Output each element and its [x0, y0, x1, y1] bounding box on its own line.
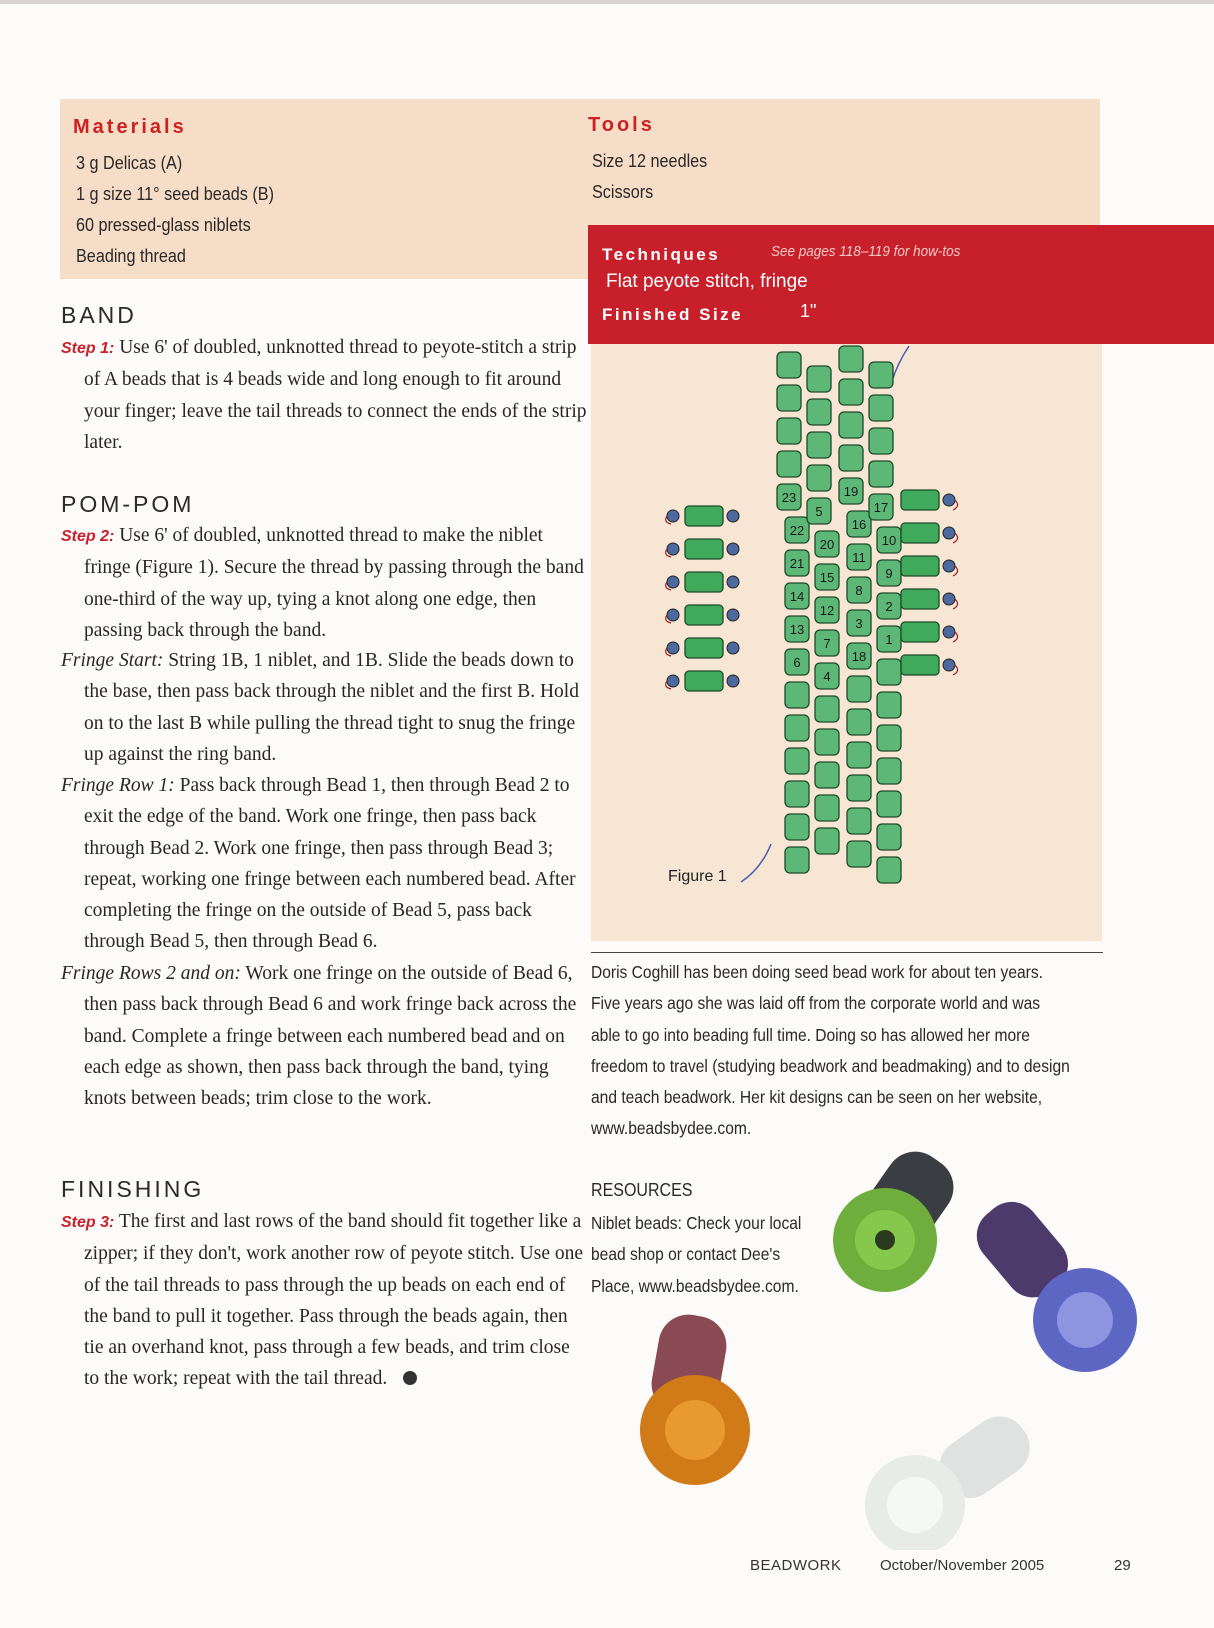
resources-text: Niblet beads: Check your local bead shop or contact Dee's Place, www.beadsbydee.com. — [591, 1213, 802, 1296]
bead — [815, 828, 839, 854]
bead-number-label: 7 — [823, 636, 831, 651]
bead — [785, 781, 809, 807]
seed-bead — [943, 494, 955, 506]
bead-number-label: 17 — [873, 500, 889, 515]
seed-bead — [727, 609, 739, 621]
thread-line — [741, 844, 771, 882]
bead-number-label: 4 — [823, 669, 831, 684]
figure-caption: Figure 1 — [668, 868, 727, 885]
bead-number-label: 11 — [852, 550, 866, 565]
bead — [877, 692, 901, 718]
niblet — [685, 539, 723, 559]
step-2-label: Step 2: — [61, 528, 115, 545]
figure-1-diagram — [591, 344, 1102, 941]
white-ring-image — [865, 1405, 1041, 1550]
niblet — [685, 605, 723, 625]
bead — [847, 709, 871, 735]
bead-number-label: 21 — [789, 556, 805, 571]
bead — [877, 791, 901, 817]
bead-number-label: 13 — [789, 622, 805, 637]
bead-number-label: 6 — [793, 655, 801, 670]
seed-bead — [667, 576, 679, 588]
niblet — [901, 655, 939, 675]
band-heading: BAND — [61, 302, 137, 328]
bead-number-label: 5 — [815, 504, 823, 519]
materials-item: 60 pressed-glass niblets — [76, 215, 251, 235]
seed-bead — [667, 510, 679, 522]
bead — [807, 366, 831, 392]
step-1-label: Step 1: — [61, 340, 115, 357]
orange-ring-image — [640, 1310, 750, 1485]
bead — [807, 465, 831, 491]
materials-item: Beading thread — [76, 246, 186, 266]
seed-bead — [943, 659, 955, 671]
pompom-heading: POM-POM — [61, 491, 195, 517]
bead-number-label: 20 — [819, 537, 835, 552]
bead — [815, 729, 839, 755]
bead — [877, 659, 901, 685]
bead — [847, 676, 871, 702]
finished-size-value: 1" — [800, 301, 817, 321]
seed-bead — [943, 560, 955, 572]
bead-number-label: 9 — [885, 566, 893, 581]
techniques-value: Flat peyote stitch, fringe — [606, 271, 808, 292]
bead — [877, 758, 901, 784]
tools-title: Tools — [588, 114, 655, 136]
page-number: 29 — [1114, 1557, 1131, 1574]
seed-bead — [667, 675, 679, 687]
fringe-start-label: Fringe Start: — [61, 650, 164, 671]
bead-number-label: 12 — [819, 603, 835, 618]
bead — [869, 362, 893, 388]
bead — [785, 814, 809, 840]
bio-divider — [591, 952, 1103, 953]
page-top-edge — [0, 0, 1214, 4]
step-2-paragraph — [61, 520, 589, 646]
fringe-start-paragraph — [61, 645, 589, 770]
techniques-box — [588, 225, 1214, 344]
niblet — [901, 622, 939, 642]
rings-photo — [620, 1130, 1180, 1550]
bead — [869, 428, 893, 454]
seed-bead — [727, 675, 739, 687]
step-2-text: Use 6' of doubled, unknotted thread to make the niblet fringe (Figure 1). Secure the thread by passing through the band one-third of the way up, tying a knot along one edge, then passing back through the band. — [84, 525, 584, 641]
bead-number-label: 16 — [851, 517, 867, 532]
bead — [839, 379, 863, 405]
bead-number-label: 14 — [789, 589, 805, 604]
seed-bead — [667, 543, 679, 555]
bead — [877, 857, 901, 883]
techniques-label: Techniques — [602, 245, 721, 264]
fringe-rows-2-label: Fringe Rows 2 and on: — [61, 963, 241, 984]
bead — [839, 445, 863, 471]
blue-ring-image — [965, 1190, 1137, 1372]
finished-size-label: Finished Size — [602, 305, 744, 324]
step-3-paragraph — [61, 1206, 589, 1395]
seed-bead — [727, 576, 739, 588]
fringe-rows-2-paragraph — [61, 958, 589, 1114]
bead-number-label: 2 — [885, 599, 893, 614]
seed-bead — [727, 510, 739, 522]
bead-number-label: 1 — [885, 632, 893, 647]
bead-number-label: 22 — [789, 523, 805, 538]
materials-list — [76, 148, 274, 272]
tools-item: Size 12 needles — [592, 151, 708, 171]
bead — [785, 715, 809, 741]
materials-item: 3 g Delicas (A) — [76, 153, 183, 173]
resources-title: RESOURCES — [591, 1180, 693, 1200]
bead — [847, 808, 871, 834]
green-ring-image — [833, 1140, 965, 1292]
niblet — [685, 638, 723, 658]
author-bio: Doris Coghill has been doing seed bead work for about ten years. Five years ago she was laid off from the corporate world and was able to go into beading full time. Doing so has allowed her more freedom to travel (studying beadwork and beadmaking) and to design and teach beadwork. Her kit designs can be seen on her website, www.beadsbydee.com. — [591, 962, 1070, 1139]
bead-number-label: 19 — [843, 484, 859, 499]
fringe-row-1-paragraph — [61, 770, 589, 958]
bead — [777, 451, 801, 477]
niblet — [685, 671, 723, 691]
techniques-note: See pages 118–119 for how-tos — [771, 243, 961, 260]
bead — [777, 352, 801, 378]
bead — [777, 418, 801, 444]
seed-bead — [667, 642, 679, 654]
bead-number-label: 23 — [781, 490, 797, 505]
bead — [807, 432, 831, 458]
niblet — [901, 589, 939, 609]
bead-number-label: 18 — [851, 649, 867, 664]
bead — [877, 725, 901, 751]
fringe-rows-2-text: Work one fringe on the outside of Bead 6, then pass back through Bead 6 and work fringe back across the band. Complete a fringe between each numbered bead and on each edge as shown, then pass back through the band, tying knots between beads; trim close to the work. — [84, 963, 577, 1110]
bead-number-label: 15 — [819, 570, 835, 585]
bead — [807, 399, 831, 425]
bead — [815, 762, 839, 788]
seed-bead — [727, 543, 739, 555]
bead — [777, 385, 801, 411]
bead-number-label: 3 — [855, 616, 863, 631]
niblet — [685, 572, 723, 592]
bead — [785, 748, 809, 774]
niblet — [685, 506, 723, 526]
seed-bead — [943, 626, 955, 638]
materials-title: Materials — [73, 116, 187, 138]
bead — [847, 775, 871, 801]
step-3-text: The first and last rows of the band should fit together like a zipper; if they don't, work another row of peyote stitch. Use one of the tail threads to pass through the up beads on each end of the band to pull it together. Pass through the beads again, then tie an overhand knot, pass through a few beads, and trim close to the work; repeat with the tail thread. — [84, 1211, 584, 1390]
thread-line — [891, 346, 909, 384]
tools-item: Scissors — [592, 182, 654, 202]
bead — [877, 824, 901, 850]
bead — [785, 847, 809, 873]
niblet — [901, 523, 939, 543]
fringe-row-1-text: Pass back through Bead 1, then through Bead 2 to exit the edge of the band. Work one fringe, then pass back through Bead 2. Work one fringe, then pass through Bead 3; repeat, working one fringe between each numbered bead. After completing the fringe on the outside of Bead 5, pass back through Bead 5, then through Bead 6. — [84, 775, 576, 953]
footer-issue: October/November 2005 — [880, 1557, 1045, 1574]
bead — [839, 346, 863, 372]
step-1-paragraph — [61, 332, 589, 458]
bead — [847, 841, 871, 867]
end-mark-icon — [403, 1371, 417, 1385]
bead-number-label: 8 — [855, 583, 863, 598]
seed-bead — [943, 593, 955, 605]
seed-bead — [667, 609, 679, 621]
niblet — [901, 490, 939, 510]
bead — [869, 395, 893, 421]
bead — [815, 696, 839, 722]
tools-list — [592, 146, 707, 208]
footer-magazine: BEADWORK — [750, 1557, 842, 1574]
bead — [847, 742, 871, 768]
seed-bead — [943, 527, 955, 539]
step-1-text: Use 6' of doubled, unknotted thread to peyote-stitch a strip of A beads that is 4 beads wide and long enough to fit around your finger; leave the tail threads to connect the ends of the strip later. — [84, 337, 587, 453]
bead — [815, 795, 839, 821]
niblet — [901, 556, 939, 576]
finishing-heading: FINISHING — [61, 1176, 205, 1202]
fringe-start-text: String 1B, 1 niblet, and 1B. Slide the beads down to the base, then pass back through the niblet and the first B. Hold on to the last B while pulling the thread tight to snug the fringe up against the ring band. — [84, 650, 579, 765]
bead — [869, 461, 893, 487]
materials-item: 1 g size 11° seed beads (B) — [76, 184, 274, 204]
bead — [839, 412, 863, 438]
bead — [785, 682, 809, 708]
step-3-label: Step 3: — [61, 1214, 115, 1231]
bead-number-label: 10 — [881, 533, 897, 548]
fringe-row-1-label: Fringe Row 1: — [61, 775, 175, 796]
seed-bead — [727, 642, 739, 654]
